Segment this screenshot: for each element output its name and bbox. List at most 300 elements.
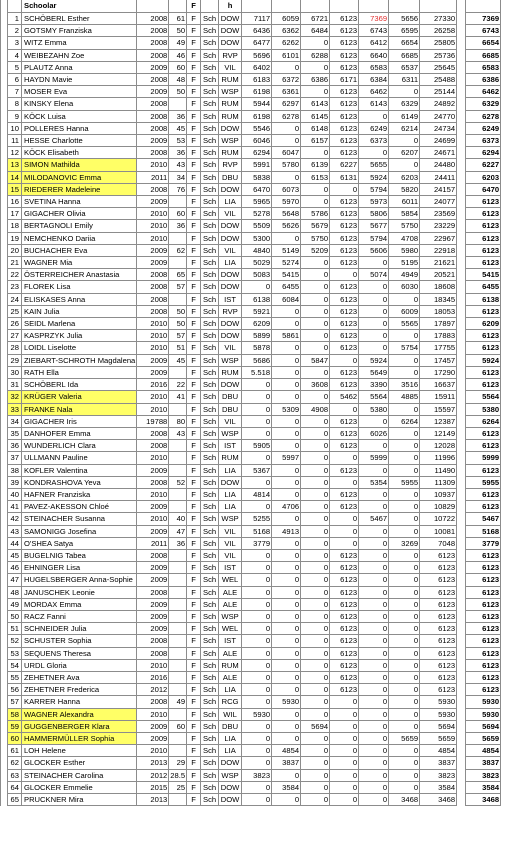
- gender: F: [187, 586, 201, 598]
- athlete-name: POLLERES Hanna: [22, 122, 137, 134]
- category: Sch: [201, 13, 219, 25]
- score-2: 0: [272, 647, 301, 659]
- category: Sch: [201, 720, 219, 732]
- category: Sch: [201, 232, 219, 244]
- score-4: 0: [330, 757, 359, 769]
- club: LIA: [219, 488, 242, 500]
- score-1: 4840: [242, 244, 272, 256]
- best: 6264: [466, 415, 501, 427]
- gender: F: [187, 25, 201, 37]
- points-a: 49: [169, 37, 187, 49]
- score-4: 6123: [330, 440, 359, 452]
- sum: 20521: [420, 269, 457, 281]
- score-5: 0: [359, 684, 389, 696]
- best: 6386: [466, 74, 501, 86]
- score-3: 5750: [301, 232, 330, 244]
- points-a: 22: [169, 379, 187, 391]
- sum: 27330: [420, 13, 457, 25]
- score-3: 0: [301, 366, 330, 378]
- score-3: 0: [301, 745, 330, 757]
- best: 6138: [466, 293, 501, 305]
- score-3: 0: [301, 671, 330, 683]
- club: LIA: [219, 732, 242, 744]
- score-3: 0: [301, 305, 330, 317]
- points-a: [169, 98, 187, 110]
- points-a: 47: [169, 525, 187, 537]
- table-row: [1, 208, 501, 220]
- score-3: 0: [301, 318, 330, 330]
- score-5: 6583: [359, 61, 389, 73]
- best: 6294: [466, 147, 501, 159]
- athlete-name: O'SHEA Satya: [22, 537, 137, 549]
- row-index: 54: [8, 659, 22, 671]
- score-1: 0: [242, 635, 272, 647]
- table-row: [1, 232, 501, 244]
- score-1: 6470: [242, 183, 272, 195]
- best: 6470: [466, 183, 501, 195]
- birth-year: 2009: [137, 562, 169, 574]
- score-1: 0: [242, 720, 272, 732]
- table-row: [1, 25, 501, 37]
- score-1: 0: [242, 732, 272, 744]
- score-3: 0: [301, 696, 330, 708]
- category: Sch: [201, 476, 219, 488]
- score-2: 0: [272, 549, 301, 561]
- table-row: [1, 391, 501, 403]
- best: 6123: [466, 610, 501, 622]
- table-row: [1, 574, 501, 586]
- score-3: 5694: [301, 720, 330, 732]
- score-1: 6198: [242, 86, 272, 98]
- best: 5380: [466, 403, 501, 415]
- best: 6123: [466, 488, 501, 500]
- gender: F: [187, 513, 201, 525]
- row-index: 30: [8, 366, 22, 378]
- score-5: 6249: [359, 122, 389, 134]
- score-6: 5656: [389, 13, 420, 25]
- score-3: 0: [301, 537, 330, 549]
- club: ALE: [219, 598, 242, 610]
- sum: 24671: [420, 147, 457, 159]
- row-index: 44: [8, 537, 22, 549]
- score-3: 0: [301, 501, 330, 513]
- club: DBU: [219, 403, 242, 415]
- row-index: 59: [8, 720, 22, 732]
- club: LIA: [219, 684, 242, 696]
- row-index: 20: [8, 244, 22, 256]
- best: 6123: [466, 671, 501, 683]
- points-a: 46: [169, 49, 187, 61]
- score-5: 0: [359, 537, 389, 549]
- club: WSP: [219, 135, 242, 147]
- score-3: 0: [301, 586, 330, 598]
- score-6: 0: [389, 366, 420, 378]
- score-5: 5606: [359, 244, 389, 256]
- score-2: 0: [272, 61, 301, 73]
- best: 6123: [466, 257, 501, 269]
- sum: 17457: [420, 354, 457, 366]
- points-a: [169, 659, 187, 671]
- score-4: 6123: [330, 122, 359, 134]
- score-5: 5655: [359, 159, 389, 171]
- score-5: 0: [359, 732, 389, 744]
- club: RCG: [219, 696, 242, 708]
- score-4: 5462: [330, 391, 359, 403]
- score-6: 6149: [389, 110, 420, 122]
- best: 6209: [466, 318, 501, 330]
- row-index: 48: [8, 586, 22, 598]
- club: DOW: [219, 25, 242, 37]
- score-4: 6123: [330, 501, 359, 513]
- birth-year: 2009: [137, 525, 169, 537]
- table-row: [1, 732, 501, 744]
- sum: 10722: [420, 513, 457, 525]
- score-5: 6640: [359, 49, 389, 61]
- best: 6123: [466, 684, 501, 696]
- athlete-name: LOH Helene: [22, 745, 137, 757]
- score-5: 0: [359, 757, 389, 769]
- table-row: [1, 330, 501, 342]
- athlete-name: ÖSTERREICHER Anastasia: [22, 269, 137, 281]
- score-4: 0: [330, 269, 359, 281]
- table-row: [1, 220, 501, 232]
- table-row: [1, 488, 501, 500]
- club: VIL: [219, 549, 242, 561]
- score-4: 6123: [330, 659, 359, 671]
- best: 6123: [466, 379, 501, 391]
- points-a: [169, 598, 187, 610]
- category: Sch: [201, 598, 219, 610]
- birth-year: 2016: [137, 379, 169, 391]
- score-6: 0: [389, 647, 420, 659]
- score-6: 3516: [389, 379, 420, 391]
- sum: 22918: [420, 244, 457, 256]
- sum: 23229: [420, 220, 457, 232]
- score-3: 0: [301, 391, 330, 403]
- score-2: 0: [272, 342, 301, 354]
- points-a: 60: [169, 720, 187, 732]
- score-4: 6123: [330, 220, 359, 232]
- points-a: [169, 293, 187, 305]
- club: WSP: [219, 86, 242, 98]
- best: 3468: [466, 794, 501, 806]
- athlete-name: RATH Ella: [22, 366, 137, 378]
- sum: 25144: [420, 86, 457, 98]
- points-a: 62: [169, 244, 187, 256]
- gender: F: [187, 452, 201, 464]
- row-index: 32: [8, 391, 22, 403]
- score-3: 6139: [301, 159, 330, 171]
- points-a: [169, 671, 187, 683]
- sum: 3837: [420, 757, 457, 769]
- score-2: 5415: [272, 269, 301, 281]
- best: 6123: [466, 305, 501, 317]
- club: IST: [219, 440, 242, 452]
- points-a: 41: [169, 391, 187, 403]
- score-2: 5626: [272, 220, 301, 232]
- category: Sch: [201, 635, 219, 647]
- points-a: [169, 232, 187, 244]
- score-5: 0: [359, 305, 389, 317]
- table-row: [1, 769, 501, 781]
- athlete-name: KÖCK Luisa: [22, 110, 137, 122]
- score-1: 0: [242, 476, 272, 488]
- gender: F: [187, 464, 201, 476]
- birth-year: 2009: [137, 732, 169, 744]
- category: Sch: [201, 318, 219, 330]
- club: DOW: [219, 330, 242, 342]
- score-6: 0: [389, 525, 420, 537]
- row-index: 62: [8, 757, 22, 769]
- category: Sch: [201, 379, 219, 391]
- gender: F: [187, 342, 201, 354]
- gender: F: [187, 549, 201, 561]
- score-5: 0: [359, 623, 389, 635]
- score-1: 5686: [242, 354, 272, 366]
- score-2: 6361: [272, 86, 301, 98]
- score-2: 5861: [272, 330, 301, 342]
- best: 3584: [466, 781, 501, 793]
- score-6: 4949: [389, 269, 420, 281]
- table-row: [1, 781, 501, 793]
- score-3: 0: [301, 794, 330, 806]
- score-2: 0: [272, 488, 301, 500]
- gender: F: [187, 574, 201, 586]
- points-a: 25: [169, 781, 187, 793]
- sum: 6123: [420, 659, 457, 671]
- club: IST: [219, 293, 242, 305]
- best: 6329: [466, 98, 501, 110]
- birth-year: 2009: [137, 61, 169, 73]
- row-index: 65: [8, 794, 22, 806]
- score-1: 5278: [242, 208, 272, 220]
- sum: 11996: [420, 452, 457, 464]
- category: Sch: [201, 196, 219, 208]
- athlete-name: KASPRZYK Julia: [22, 330, 137, 342]
- table-row: [1, 122, 501, 134]
- score-6: 6654: [389, 37, 420, 49]
- table-row: [1, 183, 501, 195]
- athlete-name: EHNINGER Lisa: [22, 562, 137, 574]
- score-1: 0: [242, 757, 272, 769]
- score-2: 0: [272, 586, 301, 598]
- points-a: 49: [169, 696, 187, 708]
- score-1: 0: [242, 671, 272, 683]
- club: DOW: [219, 281, 242, 293]
- score-4: 6123: [330, 635, 359, 647]
- athlete-name: MORDAX Emma: [22, 598, 137, 610]
- score-2: 6278: [272, 110, 301, 122]
- category: Sch: [201, 269, 219, 281]
- score-1: 5255: [242, 513, 272, 525]
- row-index: 36: [8, 440, 22, 452]
- athlete-name: SEQUENS Theresa: [22, 647, 137, 659]
- table-row: [1, 635, 501, 647]
- best: 5168: [466, 525, 501, 537]
- table-row: [1, 464, 501, 476]
- points-a: 51: [169, 342, 187, 354]
- score-1: 3823: [242, 769, 272, 781]
- table-row: [1, 562, 501, 574]
- table-row: [1, 366, 501, 378]
- best: 6227: [466, 159, 501, 171]
- score-3: 0: [301, 647, 330, 659]
- score-4: 0: [330, 745, 359, 757]
- birth-year: 2008: [137, 74, 169, 86]
- birth-year: 2009: [137, 464, 169, 476]
- score-1: 5905: [242, 440, 272, 452]
- table-row: [1, 708, 501, 720]
- club: IST: [219, 635, 242, 647]
- gender: F: [187, 183, 201, 195]
- row-index: 28: [8, 342, 22, 354]
- score-3: 5847: [301, 354, 330, 366]
- table-row: [1, 440, 501, 452]
- athlete-name: BUCHACHER Eva: [22, 244, 137, 256]
- sum: 25645: [420, 61, 457, 73]
- row-index: 15: [8, 183, 22, 195]
- points-a: [169, 440, 187, 452]
- score-2: 0: [272, 794, 301, 806]
- sum: 6123: [420, 549, 457, 561]
- table-row: [1, 37, 501, 49]
- sum: 24157: [420, 183, 457, 195]
- best: 6123: [466, 501, 501, 513]
- score-5: 5924: [359, 354, 389, 366]
- row-index: 12: [8, 147, 22, 159]
- athlete-name: HAMMERMÜLLER Sophia: [22, 732, 137, 744]
- gender: F: [187, 171, 201, 183]
- birth-year: 2008: [137, 696, 169, 708]
- gender: F: [187, 220, 201, 232]
- row-index: 60: [8, 732, 22, 744]
- category: Sch: [201, 708, 219, 720]
- score-1: 5899: [242, 330, 272, 342]
- birth-year: 2010: [137, 159, 169, 171]
- club: RVP: [219, 305, 242, 317]
- gender: F: [187, 488, 201, 500]
- score-2: 0: [272, 623, 301, 635]
- score-3: 0: [301, 732, 330, 744]
- category: Sch: [201, 501, 219, 513]
- points-a: [169, 549, 187, 561]
- birth-year: 19788: [137, 415, 169, 427]
- score-2: 5648: [272, 208, 301, 220]
- birth-year: 2009: [137, 196, 169, 208]
- points-a: 50: [169, 86, 187, 98]
- best: 5694: [466, 720, 501, 732]
- points-a: 50: [169, 318, 187, 330]
- score-5: 3390: [359, 379, 389, 391]
- score-4: 6123: [330, 342, 359, 354]
- sum: 24734: [420, 122, 457, 134]
- score-2: 0: [272, 391, 301, 403]
- score-1: 0: [242, 684, 272, 696]
- score-3: 0: [301, 476, 330, 488]
- club: DOW: [219, 318, 242, 330]
- birth-year: 2008: [137, 281, 169, 293]
- table-row: [1, 684, 501, 696]
- score-4: 6123: [330, 208, 359, 220]
- score-3: 0: [301, 562, 330, 574]
- best: 6373: [466, 135, 501, 147]
- category: Sch: [201, 49, 219, 61]
- row-index: 33: [8, 403, 22, 415]
- score-2: 0: [272, 769, 301, 781]
- gender: F: [187, 720, 201, 732]
- score-5: 6384: [359, 74, 389, 86]
- best: 6249: [466, 122, 501, 134]
- score-3: 0: [301, 769, 330, 781]
- best: 6123: [466, 574, 501, 586]
- score-2: 0: [272, 305, 301, 317]
- gender: F: [187, 318, 201, 330]
- club: DBU: [219, 720, 242, 732]
- row-index: 58: [8, 708, 22, 720]
- category: Sch: [201, 244, 219, 256]
- score-2: 0: [272, 684, 301, 696]
- score-4: 6123: [330, 196, 359, 208]
- gender: F: [187, 476, 201, 488]
- club: RUM: [219, 659, 242, 671]
- score-3: 0: [301, 659, 330, 671]
- score-5: 5999: [359, 452, 389, 464]
- score-1: 0: [242, 427, 272, 439]
- athlete-name: STEINACHER Carolina: [22, 769, 137, 781]
- sum: 23569: [420, 208, 457, 220]
- score-4: 0: [330, 720, 359, 732]
- row-index: 63: [8, 769, 22, 781]
- athlete-name: KONDRASHOVA Yeva: [22, 476, 137, 488]
- athlete-name: KINSKY Elena: [22, 98, 137, 110]
- score-1: 0: [242, 415, 272, 427]
- athlete-name: LOIDL Liselotte: [22, 342, 137, 354]
- score-6: 5820: [389, 183, 420, 195]
- score-1: 0: [242, 562, 272, 574]
- athlete-name: PLAUTZ Anna: [22, 61, 137, 73]
- category: Sch: [201, 159, 219, 171]
- row-index: 45: [8, 549, 22, 561]
- score-1: 5944: [242, 98, 272, 110]
- score-5: 5467: [359, 513, 389, 525]
- birth-year: 2008: [137, 635, 169, 647]
- table-row: [1, 135, 501, 147]
- score-1: 5546: [242, 122, 272, 134]
- athlete-name: JANUSCHEK Leonie: [22, 586, 137, 598]
- score-5: 0: [359, 415, 389, 427]
- score-1: 0: [242, 379, 272, 391]
- category: Sch: [201, 281, 219, 293]
- score-5: 0: [359, 293, 389, 305]
- club: DOW: [219, 183, 242, 195]
- birth-year: 2015: [137, 781, 169, 793]
- points-a: 40: [169, 513, 187, 525]
- score-1: 0: [242, 403, 272, 415]
- athlete-name: ELISKASES Anna: [22, 293, 137, 305]
- row-index: 13: [8, 159, 22, 171]
- category: Sch: [201, 122, 219, 134]
- row-index: 7: [8, 86, 22, 98]
- points-a: 43: [169, 427, 187, 439]
- score-4: 6123: [330, 293, 359, 305]
- club: LIA: [219, 464, 242, 476]
- score-3: 6153: [301, 171, 330, 183]
- score-1: 0: [242, 794, 272, 806]
- score-2: 0: [272, 708, 301, 720]
- score-2: 6084: [272, 293, 301, 305]
- points-a: [169, 501, 187, 513]
- club: RUM: [219, 452, 242, 464]
